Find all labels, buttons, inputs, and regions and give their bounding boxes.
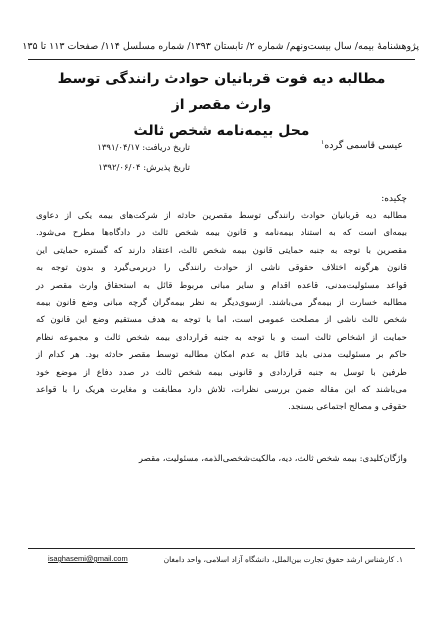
abstract-body [36,208,407,417]
abstract-line: بیمه‌ای است که به استناد بیمه‌نامه و قانون بیمه شخص ثالث در دادگاه‌ها مطرح می‌شود. [36,228,407,239]
received-date: تاریخ دریافت: ۱۳۹۱/۰۴/۱۷ [97,143,190,153]
abstract-line: مقصرین با توجه به جنبه حمایتی قانون بیمه شخص ثالث، اعتقاد دارند که گستره حمایتی این [36,245,407,256]
abstract-line: حقوقی و مصالح اجتماعی بسنجد. [288,402,407,413]
title-line-2: محل بیمه‌نامه شخص ثالث [133,123,310,139]
abstract-line: مطالبه خسارت از بیمه‌گر می‌باشند. ازسوی‌دیگر به نظر بیمه‌گران گرچه مبانی وضع قانون بیمه [36,298,407,309]
footnote-divider [28,548,415,549]
author-footnote-mark: ۱ [321,139,325,146]
running-head: پژوهشنامهٔ بیمه/ سال بیست‌ونهم/ شماره ۲/ تابستان ۱۳۹۳/ شماره مسلسل ۱۱۴/ صفحات ۱۱۳ تا ۱۳۵ [22,41,419,52]
article-title [40,66,403,144]
header-divider [28,59,415,60]
author-email-link[interactable]: isaghasemi@gmail.com [48,554,128,563]
author-affiliation-footnote: ۱. کارشناس ارشد حقوق تجارت بین‌الملل، دانشگاه آزاد اسلامی، واحد دامغان [163,555,403,564]
accepted-date: تاریخ پذیرش: ۱۳۹۲/۰۶/۰۴ [98,163,190,173]
abstract-line: حاکم بر مسئولیت مدنی باید قائل به عدم امکان مطالبه توسط مقصر حادثه بود. هر کدام از [36,350,407,361]
abstract-line: می‌باشند که این مقاله ضمن بررسی نظرات، تلاش دارد مطابقت و مغایرت هریک را با قواعد [36,385,407,396]
title-line-1: مطالبه دیه فوت قربانیان حوادث رانندگی توسط وارث مقصر از [57,71,386,113]
abstract-heading: چکیده: [381,194,407,204]
keywords: واژگان‌کلیدی: بیمه شخص ثالث، دیه، مالکیت‌شخصی‌الذمه، مسئولیت، مقصر [138,454,407,464]
abstract-line: قانون هرگونه اختلاف حقوقی ناشی از حوادث رانندگی را دربرمی‌گیرد و بدون توجه به [36,263,407,274]
author-name-text: عیسی قاسمی گرده [324,140,403,152]
abstract-line: مطالبه دیه قربانیان حوادث رانندگی توسط مقصرین حادثه از شرکت‌های بیمه یکی از دعاوی [36,211,407,221]
abstract-line: قواعد مسئولیت‌مدنی، قاعده اقدام و سایر مبانی مربوط قائل به استحقاق وارث مقصر در [36,280,407,291]
abstract-line: حمایت از اشخاص ثالث است و با توجه به جنبه قراردادی بیمه شخص ثالث و مجموعه نظام [36,332,407,343]
abstract-line: شخص ثالث ناشی از مصلحت عمومی است، اما با توجه به هدف مستقیم وضع این قانون که [36,315,407,326]
author-name [321,136,403,153]
abstract-line: طرفین با توسل به جنبه قراردادی و قانونی بیمه شخص ثالث در صدد دفاع از موضع خود [36,367,407,378]
article-dates [40,138,190,178]
